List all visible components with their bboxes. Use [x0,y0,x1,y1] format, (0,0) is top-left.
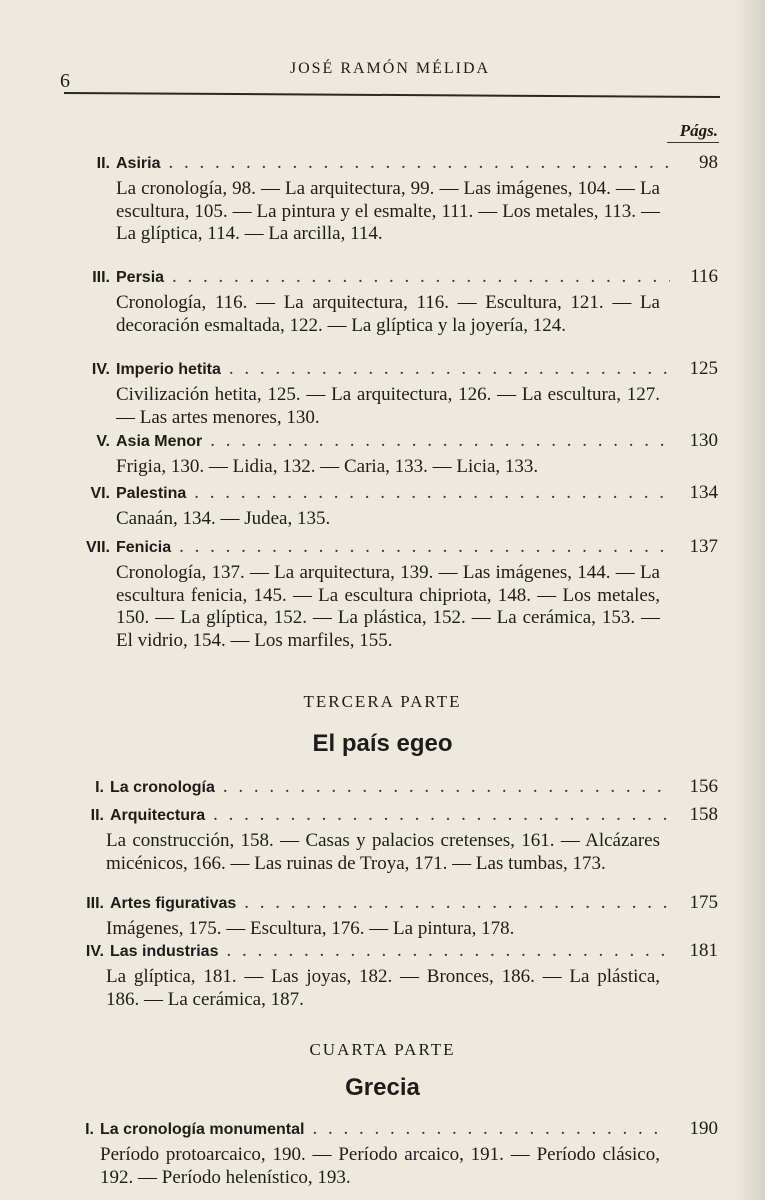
part-title: Grecia [345,1074,420,1101]
entry-page: 125 [689,358,718,379]
toc-entry [80,266,718,337]
dot-leader [210,430,670,452]
entry-page: 116 [690,266,718,287]
entry-number: II. [96,155,110,172]
author-heading: JOSÉ RAMÓN MÉLIDA [289,60,491,77]
entry-number: I. [95,779,104,796]
entry-title: La cronología monumental [100,1121,305,1138]
entry-number: V. [96,433,110,450]
entry-title: Fenicia [116,539,172,556]
entry-number: I. [85,1121,94,1138]
page-number: 6 [60,70,70,92]
entry-title: Asia Menor [116,433,203,450]
entry-page: 175 [689,892,718,913]
toc-entry [80,804,718,875]
entry-title: Artes figurativas [110,895,237,912]
toc-entry [80,940,718,1011]
entry-number: IV. [85,943,104,960]
entry-subtopics: Cronología, 116. — La arquitectura, 116. — Escultura, 121. — La decoración esmaltada, 122. — La glíptica y la joyería, 124. [116,292,660,336]
entry-number: VI. [90,485,110,502]
dot-leader [168,152,670,174]
dot-leader [179,536,670,558]
entry-number: II. [90,807,104,824]
dot-leader [172,266,670,288]
toc-entry [80,536,718,652]
entry-subtopics: Canaán, 134. — Judea, 135. [116,508,331,529]
entry-page: 156 [689,776,718,797]
entry-title: Imperio hetita [116,361,221,378]
entry-subtopics: Período protoarcaico, 190. — Período arcaico, 191. — Período clásico, 192. — Período helenístico, 193. [100,1144,660,1188]
dot-leader [244,892,670,914]
dot-leader [226,940,670,962]
page-edge-shadow [735,0,765,1200]
entry-subtopics: La construcción, 158. — Casas y palacios cretenses, 161. — Alcázares micénicos, 166. — Las ruinas de Troya, 171. — Las tumbas, 173. [106,830,660,874]
toc-entry [80,152,718,246]
entry-page: 98 [699,152,718,173]
dot-leader [229,358,670,380]
toc-entry [80,358,718,429]
pages-column-label: Págs. [679,121,718,140]
entry-number: III. [92,269,110,286]
entry-page: 130 [689,430,718,451]
dot-leader [194,482,670,504]
entry-number: III. [86,895,104,912]
entry-title: Persia [116,269,165,286]
pages-label-underline [667,142,719,143]
entry-title: Asiria [116,155,161,172]
dot-leader [223,776,670,798]
dot-leader [312,1118,670,1140]
entry-title: Arquitectura [110,807,206,824]
header-rule [64,92,720,98]
part-label: CUARTA PARTE [309,1040,456,1059]
toc-entry [80,892,718,941]
entry-subtopics: La glíptica, 181. — Las joyas, 182. — Bronces, 186. — La plástica, 186. — La cerámica, 187. [106,966,660,1010]
entry-subtopics: La cronología, 98. — La arquitectura, 99. — Las imágenes, 104. — La escultura, 105. — La pintura y el esmalte, 111. — Los metales, 113. — La glíptica, 114. — La arcilla, 114. [116,178,660,244]
entry-subtopics: Imágenes, 175. — Escultura, 176. — La pintura, 178. [106,918,515,939]
entry-number: IV. [91,361,110,378]
entry-page: 137 [689,536,718,557]
entry-page: 181 [689,940,718,961]
running-head [60,56,720,90]
entry-subtopics: Frigia, 130. — Lidia, 132. — Caria, 133. — Licia, 133. [116,456,539,477]
toc-entry [80,430,718,479]
part-title: El país egeo [312,730,453,757]
entry-subtopics: Cronología, 137. — La arquitectura, 139. — Las imágenes, 144. — La escultura fenicia, 145. — La escultura chipriota, 148. — Los metales, 150. — La glíptica, 152. — La plástica, 152. — La cerámica, 153. — El vidrio, 154. — Los marfiles, 155. [116,562,660,651]
entry-page: 190 [689,1118,718,1139]
entry-number: VII. [85,539,110,556]
entry-title: La cronología [110,779,215,796]
entry-subtopics: Civilización hetita, 125. — La arquitectura, 126. — La escultura, 127. — Las artes menores, 130. [116,384,660,428]
toc-entry [80,776,718,802]
entry-page: 158 [689,804,718,825]
part-label: TERCERA PARTE [303,692,462,711]
dot-leader [213,804,670,826]
toc-entry [80,482,718,531]
entry-title: Las industrias [110,943,219,960]
entry-title: Palestina [116,485,187,502]
toc-entry [80,1118,718,1189]
entry-page: 134 [689,482,718,503]
